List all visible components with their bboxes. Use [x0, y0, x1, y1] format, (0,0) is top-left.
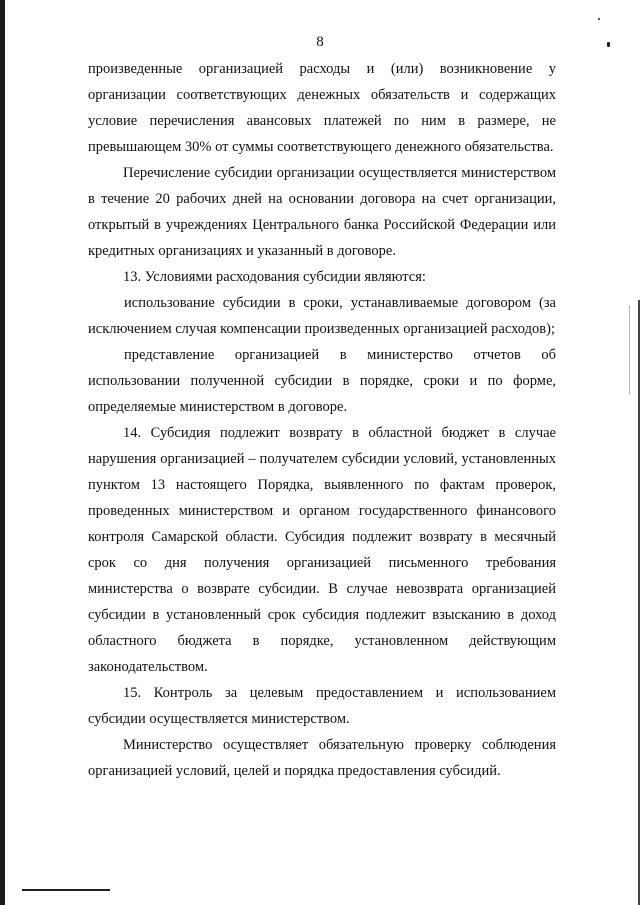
document-body — [88, 56, 556, 784]
scan-edge-left — [0, 0, 5, 905]
paragraph-condition-deadlines: использование субсидии в сроки, устанавливаемые договором (за исключением случая компенсации произведенных организацией расходов); — [88, 295, 556, 337]
paragraph-item-14: 14. Субсидия подлежит возврату в областной бюджет в случае нарушения организацией – получателем субсидии условий, установленных пунктом 13 настоящего Порядка, выявленного по фактам проверок, проведенных министерством и органом государственного финансового контроля Самарской области. Субсидия подлежит возврату в месячный срок со дня получения организацией письменного требования министерства о возврате субсидии. В случае невозврата организацией субсидии в установленный срок субсидия подлежит взысканию в доход областного бюджета в порядке, установленном действующим законодательством. — [88, 425, 556, 675]
paragraph-item-15: 15. Контроль за целевым предоставлением и использованием субсидии осуществляется министерством. — [88, 685, 556, 727]
paragraph-ministry-check: Министерство осуществляет обязательную проверку соблюдения организацией условий, целей и порядка предоставления субсидий. — [88, 737, 556, 779]
paragraph-transfer: Перечисление субсидии организации осуществляется министерством в течение 20 рабочих дней на основании договора на счет организации, открытый в учреждениях Центрального банка Российской Федерации или кредитных организациях и указанный в договоре. — [88, 165, 556, 259]
paragraph-item-13: 13. Условиями расходования субсидии являются: — [123, 269, 426, 285]
page-number: 8 — [316, 34, 324, 50]
paragraph-condition-reports: представление организацией в министерство отчетов об использовании полученной субсидии в порядке, сроки и по форме, определяемые министерством в договоре. — [88, 347, 556, 415]
paragraph-continuation: произведенные организацией расходы и (или) возникновение у организации соответствующих денежных обязательств и содержащих условие перечисления авансовых платежей по ним в размере, не превышающем 30% от суммы соответствующего денежного обязательства. — [88, 61, 556, 155]
scan-bottom-mark — [22, 889, 110, 891]
scan-speck — [598, 18, 600, 20]
scan-edge-right-faint — [629, 305, 630, 395]
